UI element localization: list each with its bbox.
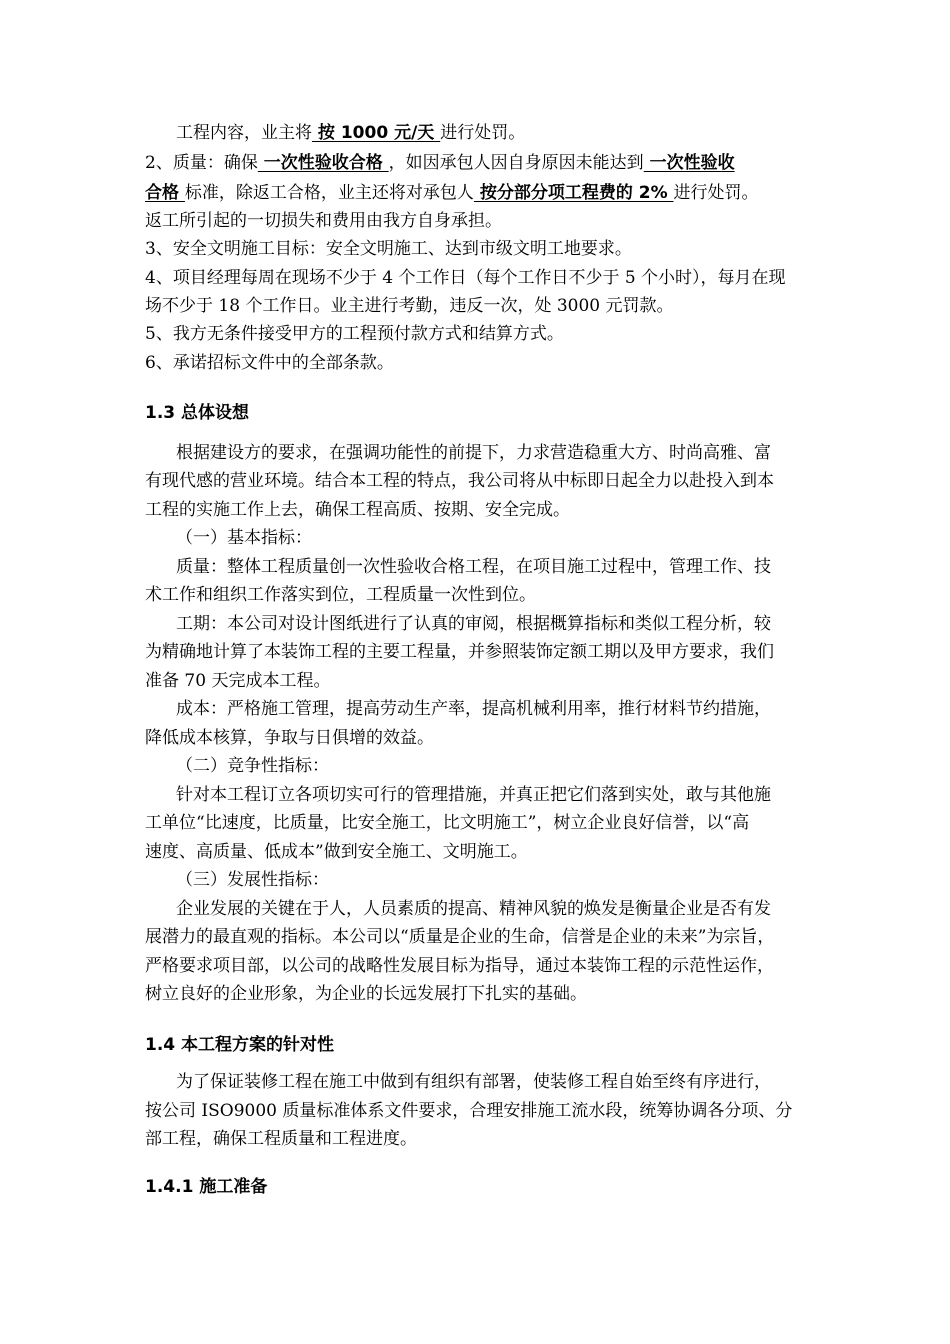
paragraph-line: 工程的实施工作上去，确保工程高质、按期、安全完成。 (145, 500, 570, 520)
paragraph-line: 为精确地计算了本装饰工程的主要工程量，并参照装饰定额工期以及甲方要求，我们 (145, 642, 774, 662)
paragraph-line: 工单位“比速度，比质量，比安全施工，比文明施工”，树立企业良好信誉，以“高 (145, 813, 750, 833)
paragraph-line: 按公司 ISO9000 质量标准体系文件要求，合理安排施工流水段，统筹协调各分项、分 (145, 1101, 793, 1121)
paragraph-line: 工期：本公司对设计图纸进行了认真的审阅，根据概算指标和类似工程分析，较 (176, 614, 771, 634)
paragraph-line: 4、项目经理每周在现场不少于 4 个工作日（每个工作日不少于 5 个小时），每月在现 (145, 268, 786, 288)
subheading: （三）发展性指标： (176, 870, 329, 890)
paragraph-line: 树立良好的企业形象，为企业的长远发展打下扎实的基础。 (145, 984, 587, 1004)
text: 工程内容，业主将 (176, 123, 312, 143)
text: 2、质量：确保 (145, 153, 258, 173)
paragraph-line: 严格要求项目部，以公司的战略性发展目标为指导，通过本装饰工程的示范性运作， (145, 956, 774, 976)
section-heading-1-3: 1.3 总体设想 (145, 403, 250, 423)
subheading: （一）基本指标： (176, 528, 312, 548)
paragraph-line: 企业发展的关键在于人，人员素质的提高、精神风貌的焕发是衡量企业是否有发 (176, 899, 771, 919)
underlined-term: 一次性验收 (643, 153, 735, 173)
paragraph-line: 5、我方无条件接受甲方的工程预付款方式和结算方式。 (145, 324, 564, 344)
text: 进行处罚。 (673, 183, 759, 203)
paragraph-line: 根据建设方的要求，在强调功能性的前提下，力求营造稳重大方、时尚高雅、富 (176, 443, 771, 463)
paragraph-line: 部工程，确保工程质量和工程进度。 (145, 1129, 417, 1149)
paragraph-line (145, 152, 735, 174)
paragraph-line: 6、承诺招标文件中的全部条款。 (145, 353, 394, 373)
section-heading-1-4-1: 1.4.1 施工准备 (145, 1177, 268, 1197)
paragraph-line (145, 182, 759, 204)
paragraph-line: 术工作和组织工作落实到位，工程质量一次性到位。 (145, 585, 536, 605)
text: 进行处罚。 (440, 123, 526, 143)
paragraph-line: 为了保证装修工程在施工中做到有组织有部署，使装修工程自始至终有序进行， (176, 1072, 771, 1092)
underlined-term: 按 1000 元/天 (312, 123, 441, 143)
paragraph-line: 有现代感的营业环境。结合本工程的特点，我公司将从中标即日起全力以赴投入到本 (145, 471, 774, 491)
paragraph-line: 针对本工程订立各项切实可行的管理措施，并真正把它们落到实处，敢与其他施 (176, 785, 771, 805)
paragraph-line: 3、安全文明施工目标：安全文明施工、达到市级文明工地要求。 (145, 239, 632, 259)
paragraph-line (176, 122, 525, 144)
text: ，如因承包人因自身原因未能达到 (388, 153, 644, 173)
section-heading-1-4: 1.4 本工程方案的针对性 (145, 1035, 335, 1055)
paragraph-line: 场不少于 18 个工作日。业主进行考勤，违反一次，处 3000 元罚款。 (145, 296, 674, 316)
underlined-term: 一次性验收合格 (257, 153, 389, 173)
paragraph-line: 准备 70 天完成本工程。 (145, 671, 331, 691)
paragraph-line: 质量：整体工程质量创一次性验收合格工程，在项目施工过程中，管理工作、技 (176, 557, 771, 577)
paragraph-line: 成本：严格施工管理，提高劳动生产率，提高机械利用率，推行材料节约措施， (176, 699, 771, 719)
paragraph-line: 展潜力的最直观的指标。本公司以“质量是企业的生命，信誉是企业的未来”为宗旨， (145, 927, 775, 947)
subheading: （二）竞争性指标： (176, 756, 329, 776)
paragraph-line: 返工所引起的一切损失和费用由我方自身承担。 (145, 211, 502, 231)
paragraph-line: 降低成本核算，争取与日俱增的效益。 (145, 728, 434, 748)
underlined-term: 合格 (145, 183, 185, 203)
text: 标准，除返工合格，业主还将对承包人 (184, 183, 474, 203)
underlined-term: 按分部分项工程费的 2% (473, 183, 674, 203)
paragraph-line: 速度、高质量、低成本”做到安全施工、文明施工。 (145, 842, 528, 862)
